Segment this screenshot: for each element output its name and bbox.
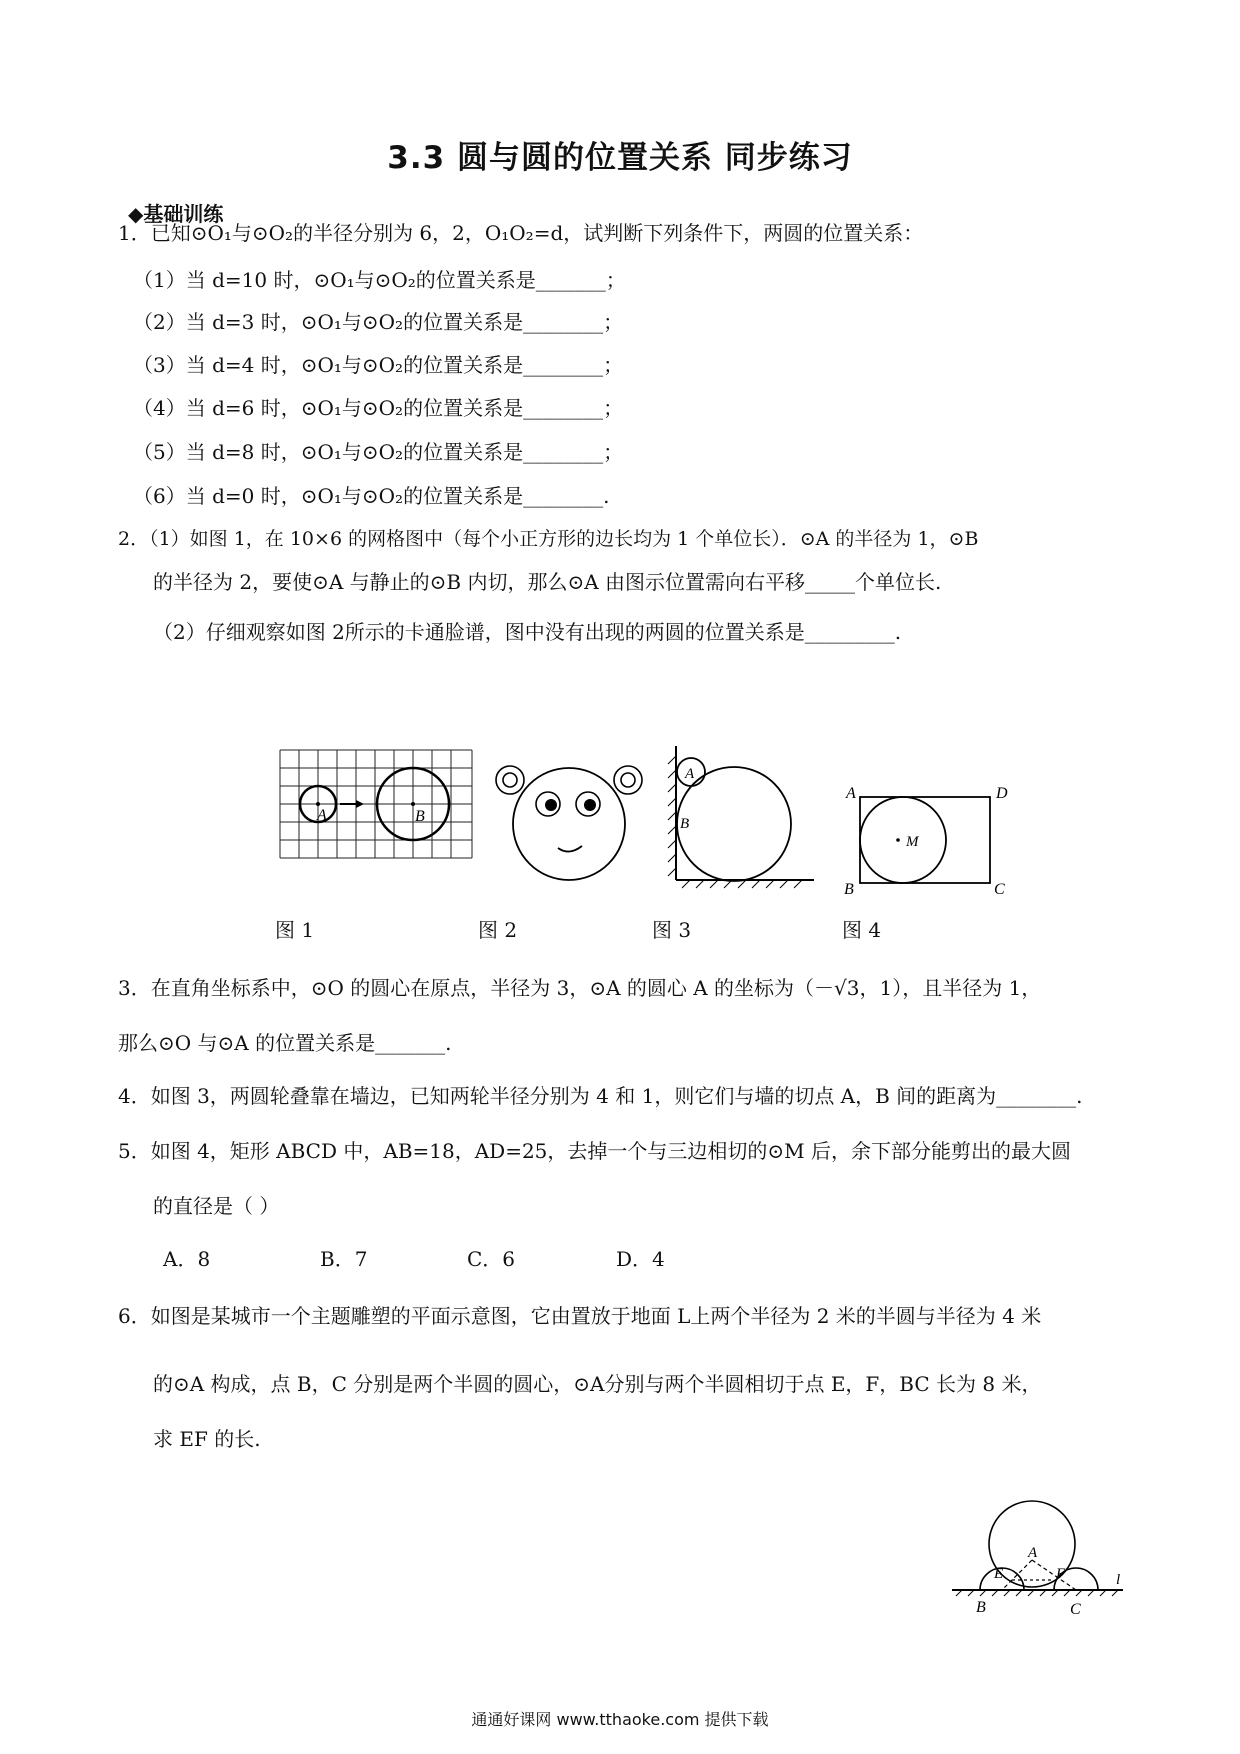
fig6-label-a: A [1028,1545,1038,1561]
figure-caption: 图 2 [478,918,518,942]
fig1-label-a: A [317,807,327,824]
fig6-label-c: C [1070,1601,1081,1618]
fig6-label-b: B [976,1599,986,1616]
q5-line2: 的直径是（ ） [153,1194,280,1218]
figure-caption: 图 1 [275,918,315,942]
figure-sculpture [948,1488,1138,1628]
footer: 通通好课网 www.tthaoke.com 提供下载 [471,1710,769,1729]
fig4-label-a: A [846,785,856,802]
fig6-label-f: F [1056,1566,1066,1582]
figure-caption: 图 3 [652,918,692,942]
q3-line1: 3．在直角坐标系中，⊙O 的圆心在原点，半径为 3，⊙A 的圆心 A 的坐标为（－√3，1），且半径为 1， [118,976,1042,1000]
q1-item: （6）当 d=0 时，⊙O₁与⊙O₂的位置关系是________. [133,484,610,508]
page-title: 3.3 圆与圆的位置关系 同步练习 [387,140,853,176]
figure-3-wheels [664,742,824,892]
fig6-label-e: E [994,1566,1004,1582]
q1-item: （2）当 d=3 时，⊙O₁与⊙O₂的位置关系是________； [133,310,624,334]
fig4-label-d: D [996,785,1008,802]
q5-option-a: A．8 [163,1247,211,1271]
q4-line: 4．如图 3，两圆轮叠靠在墙边，已知两轮半径分别为 4 和 1，则它们与墙的切点 A，B 间的距离为________. [118,1084,1083,1108]
q1-item: （5）当 d=8 时，⊙O₁与⊙O₂的位置关系是________； [133,440,624,464]
q5-option-c: C．6 [467,1247,516,1271]
q1-item: （4）当 d=6 时，⊙O₁与⊙O₂的位置关系是________； [133,396,624,420]
figure-4-rectangle [838,780,1013,900]
fig3-label-a: A [685,766,695,782]
q1-item: （1）当 d=10 时，⊙O₁与⊙O₂的位置关系是_______； [133,268,626,292]
fig6-label-l: l [1116,1572,1121,1588]
fig3-label-b: B [680,816,690,832]
fig4-label-m: M [906,834,919,850]
q5-line1: 5．如图 4，矩形 ABCD 中，AB=18，AD=25，去掉一个与三边相切的⊙M 后，余下部分能剪出的最大圆 [118,1139,1071,1163]
section-heading: ◆基础训练 [128,202,224,226]
q6-line2: 的⊙A 构成，点 B，C 分别是两个半圆的圆心，⊙A分别与两个半圆相切于点 E，F，BC 长为 8 米， [153,1372,1042,1396]
q5-option-d: D．4 [616,1247,665,1271]
q2-line3: （2）仔细观察如图 2所示的卡通脸谱，图中没有出现的两圆的位置关系是_________. [153,620,902,644]
q6-line1: 6．如图是某城市一个主题雕塑的平面示意图，它由置放于地面 L上两个半径为 2 米的半圆与半径为 4 米 [118,1304,1042,1328]
q6-line3: 求 EF 的长. [153,1427,261,1451]
q3-line2: 那么⊙O 与⊙A 的位置关系是_______. [118,1031,452,1055]
q1-stem: 1．已知⊙O₁与⊙O₂的半径分别为 6，2，O₁O₂=d，试判断下列条件下，两圆的位置关系： [118,221,924,245]
figure-1-grid [270,740,485,885]
fig4-label-b: B [844,881,854,898]
q2-line2: 的半径为 2，要使⊙A 与静止的⊙B 内切，那么⊙A 由图示位置需向右平移_____个单位长. [153,570,942,594]
q1-item: （3）当 d=4 时，⊙O₁与⊙O₂的位置关系是________； [133,353,624,377]
fig4-label-c: C [994,881,1005,898]
figure-caption: 图 4 [842,918,882,942]
q5-option-b: B．7 [320,1247,368,1271]
fig1-label-b: B [415,808,425,825]
q2-line1: 2．（1）如图 1，在 10×6 的网格图中（每个小正方形的边长均为 1 个单位长）．⊙A 的半径为 1，⊙B [118,528,979,550]
figure-2-face [490,760,650,900]
